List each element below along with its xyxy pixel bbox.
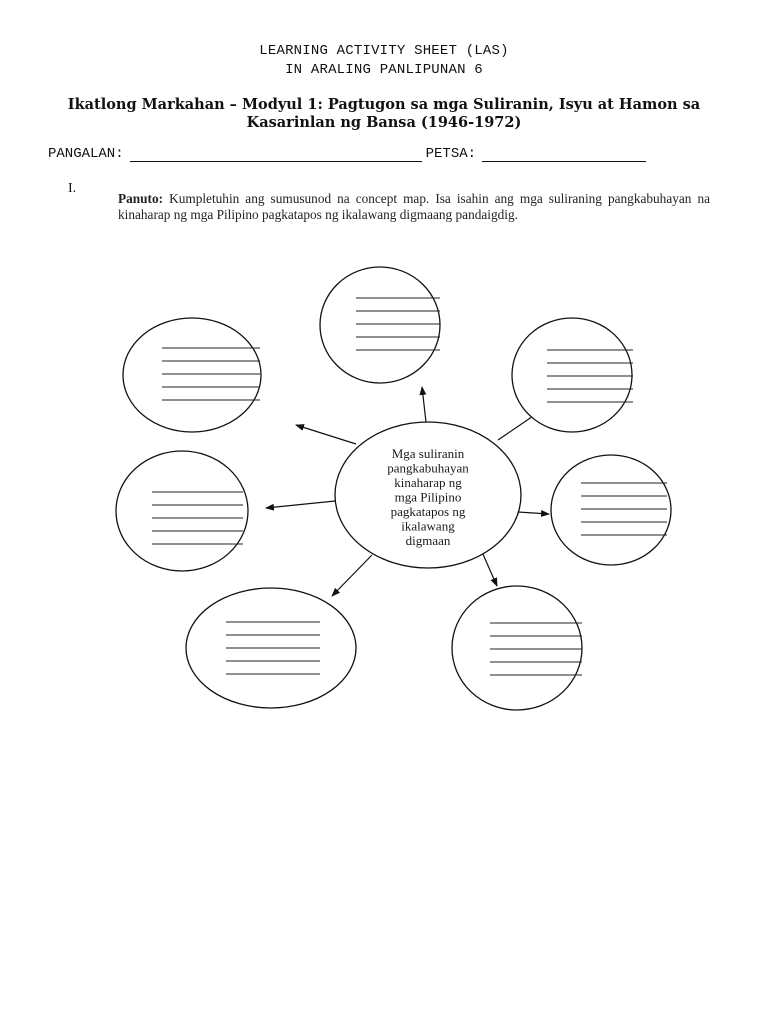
connector-arrow-7 <box>482 552 497 586</box>
answer-bubble-outline <box>116 451 248 571</box>
answer-bubble-1[interactable] <box>320 267 440 383</box>
connector-arrow-2 <box>296 425 356 444</box>
connector-arrow-4 <box>266 500 345 508</box>
answer-bubble-6[interactable] <box>186 588 356 708</box>
center-text-line: pangkabuhayan <box>387 460 469 476</box>
center-hub <box>335 422 521 568</box>
answer-bubble-outline <box>123 318 261 432</box>
answer-bubble-4[interactable] <box>116 451 248 571</box>
answer-bubble-outline <box>551 455 671 565</box>
center-text-line: kinaharap ng <box>394 475 462 490</box>
center-text-line: ikalawang <box>401 518 455 534</box>
connector-arrow-6 <box>332 555 372 596</box>
date-label: PETSA: <box>425 146 477 162</box>
instruction-text: Kumpletuhin ang sumusunod na concept map. Isa isahin ang mga suliraning pangkabuhayan na kinaharap ng mga Pilipino pagkatapos ng ikalawang digmaang pandaigdig. <box>118 191 710 222</box>
answer-bubble-outline <box>320 267 440 383</box>
center-text-line: mga Pilipino <box>394 489 462 505</box>
center-text-line: pagkatapos ng <box>390 504 466 519</box>
center-text-line: Mga suliranin <box>391 446 465 461</box>
module-title-line-2: Kasarinlan ng Bansa (1946-1972) <box>246 114 522 131</box>
instruction-label: Panuto: <box>118 191 164 206</box>
section-number: I. <box>68 181 77 196</box>
connector-arrow-5 <box>518 512 549 514</box>
answer-bubble-outline <box>512 318 632 432</box>
answer-bubble-3[interactable] <box>512 318 633 432</box>
answer-bubble-2[interactable] <box>123 318 261 432</box>
sheet-subject: IN ARALING PANLIPUNAN 6 <box>285 62 483 78</box>
name-label: PANGALAN: <box>48 146 124 162</box>
answer-bubble-5[interactable] <box>551 455 671 565</box>
answer-bubble-outline <box>452 586 582 710</box>
module-title-line-1: Ikatlong Markahan – Modyul 1: Pagtugon sa mga Suliranin, Isyu at Hamon sa <box>67 96 701 113</box>
answer-bubble-7[interactable] <box>452 586 582 710</box>
center-text-line: digmaan <box>405 533 451 548</box>
sheet-title: LEARNING ACTIVITY SHEET (LAS) <box>259 43 509 59</box>
connector-arrow-1 <box>422 387 426 422</box>
